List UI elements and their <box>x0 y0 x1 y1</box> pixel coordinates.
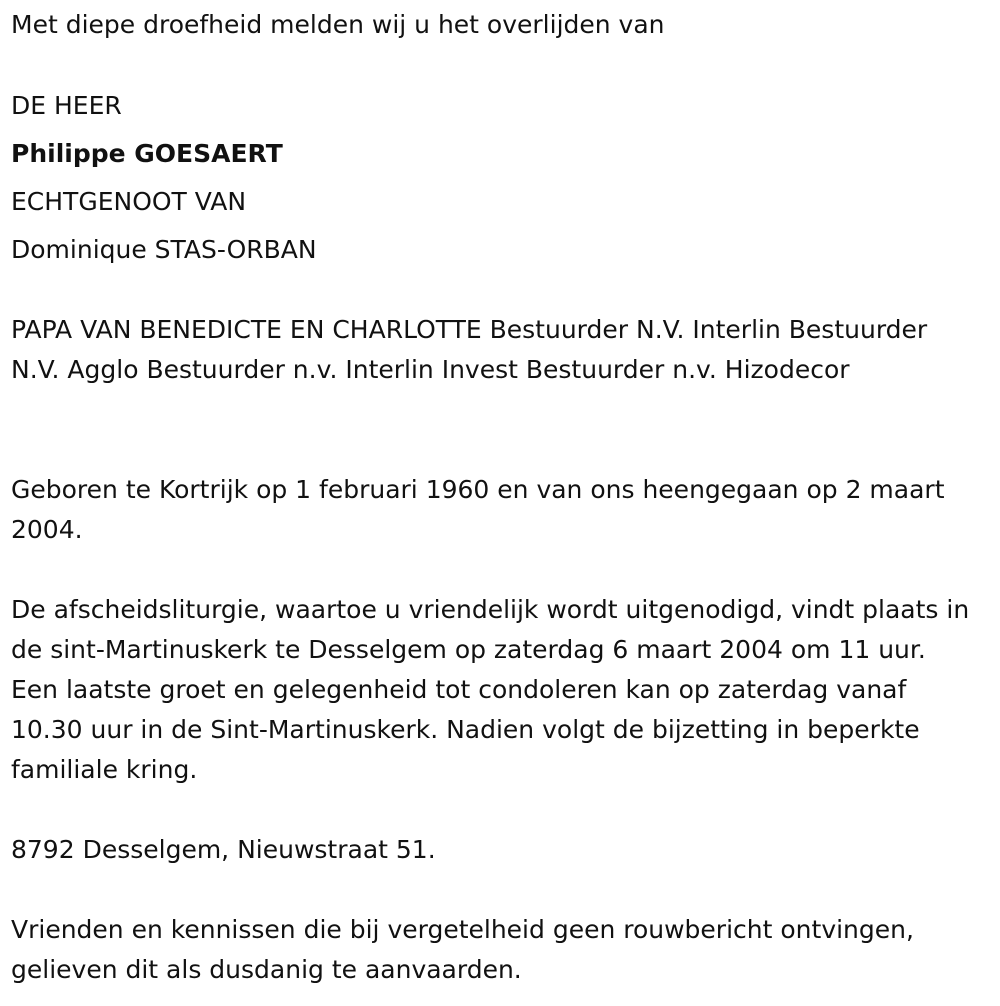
spouse-label: ECHTGENOOT VAN <box>11 187 247 216</box>
deceased-name: Philippe GOESAERT <box>11 139 283 168</box>
honorific-title: DE HEER <box>11 91 122 120</box>
liturgy-paragraph: De afscheidsliturgie, waartoe u vriendelijk wordt uitgenodigd, vindt plaats in de sint-Martinuskerk te Desselgem op zaterdag 6 maart 2004 om 11 uur. Een laatste groet en gelegenheid tot condoleren kan op zaterdag vanaf 10.30 uur in de Sint-Martinuskerk. Nadien volgt de bijzetting in beperkte familiale kring. <box>11 595 970 784</box>
intro-text: Met diepe droefheid melden wij u het overlijden van <box>11 10 665 39</box>
birth-death-paragraph: Geboren te Kortrijk op 1 februari 1960 en van ons heengegaan op 2 maart 2004. <box>11 475 945 544</box>
roles-paragraph: PAPA VAN BENEDICTE EN CHARLOTTE Bestuurder N.V. Interlin Bestuurder N.V. Agglo Bestuurder n.v. Interlin Invest Bestuurder n.v. Hizodecor <box>11 315 928 384</box>
spouse-name: Dominique STAS-ORBAN <box>11 235 317 264</box>
address-line: 8792 Desselgem, Nieuwstraat 51. <box>11 835 436 864</box>
friends-note-paragraph: Vrienden en kennissen die bij vergetelheid geen rouwbericht ontvingen, gelieven dit als dusdanig te aanvaarden. <box>11 915 914 984</box>
